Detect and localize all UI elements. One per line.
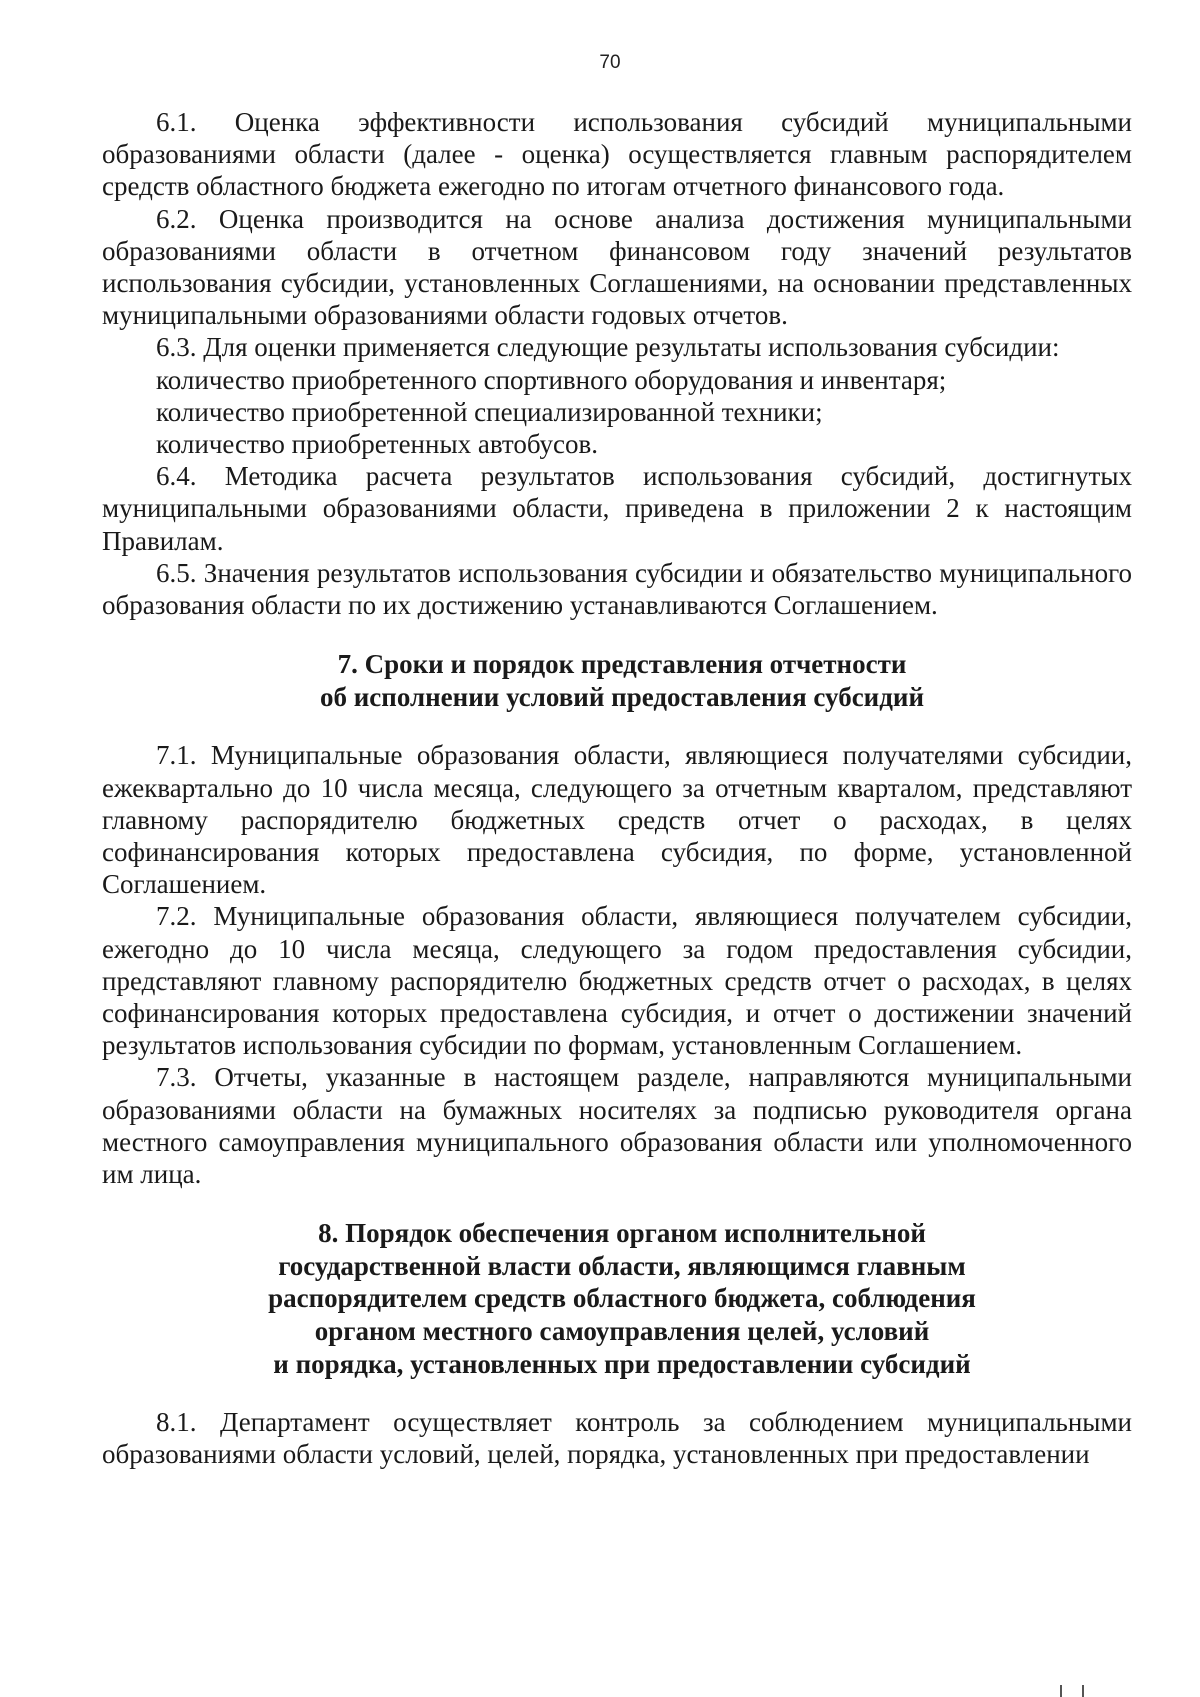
- section-8-heading-line: государственной власти области, являющимся главным: [278, 1250, 966, 1281]
- paragraph-6-4: 6.4. Методика расчета результатов использования субсидий, достигнутых муниципальными образованиями области, приведена в приложении 2 к настоящим Правилам.: [102, 461, 1132, 556]
- paragraph-7-2: 7.2. Муниципальные образования области, являющиеся получателем субсидии, ежегодно до 10 числа месяца, следующего за годом предоставления субсидии, представляют главному распорядителю бюджетных средств отчет о расходах, в целях софинансирования которых предоставлена субсидия, и отчет о достижении значений результатов использования субсидии по формам, установленным Соглашением.: [102, 901, 1132, 1061]
- paragraph-6-5: 6.5. Значения результатов использования субсидии и обязательство муниципального образования области по их достижению устанавливаются Соглашением.: [102, 557, 1132, 621]
- paragraph-7-1: 7.1. Муниципальные образования области, являющиеся получателями субсидии, ежеквартально до 10 числа месяца, следующего за отчетным кварталом, представляют главному распорядителю бюджетных средств отчет о расходах, в целях софинансирования которых предоставлена субсидия, по форме, установленной Соглашением.: [102, 740, 1132, 900]
- list-item-equipment: количество приобретенного спортивного оборудования и инвентаря;: [156, 364, 947, 395]
- paragraph-6-1: 6.1. Оценка эффективности использования субсидий муниципальными образованиями области (далее - оценка) осуществляется главным распорядителем средств областного бюджета ежегодно по итогам отчетного финансового года.: [102, 107, 1132, 202]
- section-8-heading-line: 8. Порядок обеспечения органом исполнительной: [318, 1218, 926, 1249]
- section-8-heading: [102, 1217, 1132, 1380]
- section-8-heading-line: и порядка, установленных при предоставлении субсидий: [273, 1348, 971, 1379]
- section-7-heading: [102, 648, 1132, 713]
- section-7-heading-line: 7. Сроки и порядок представления отчетности: [337, 649, 907, 680]
- paragraph-8-1: 8.1. Департамент осуществляет контроль за соблюдением муниципальными образованиями области условий, целей, порядка, установленных при предоставлении: [102, 1407, 1132, 1470]
- list-item-buses: количество приобретенных автобусов.: [156, 429, 599, 460]
- section-8-heading-line: распорядителем средств областного бюджета, соблюдения: [268, 1283, 976, 1314]
- scan-edge-mark: [1060, 1685, 1084, 1697]
- section-7-heading-line: об исполнении условий предоставления субсидий: [319, 681, 925, 712]
- document-body: [102, 106, 1132, 1471]
- list-item-machinery: количество приобретенной специализированной техники;: [156, 396, 823, 427]
- paragraph-7-3: 7.3. Отчеты, указанные в настоящем разделе, направляются муниципальными образованиями области на бумажных носителях за подписью руководителя органа местного самоуправления муниципального образования области или уполномоченного им лица.: [102, 1062, 1132, 1190]
- paragraph-6-3: 6.3. Для оценки применяется следующие результаты использования субсидии:: [156, 332, 1060, 363]
- paragraph-6-2: 6.2. Оценка производится на основе анализа достижения муниципальными образованиями области в отчетном финансовом году значений результатов использования субсидии, установленных Соглашениями, на основании представленных муниципальными образованиями области годовых отчетов.: [102, 203, 1132, 331]
- page-number: 70: [599, 52, 621, 73]
- section-8-heading-line: органом местного самоуправления целей, условий: [314, 1316, 930, 1347]
